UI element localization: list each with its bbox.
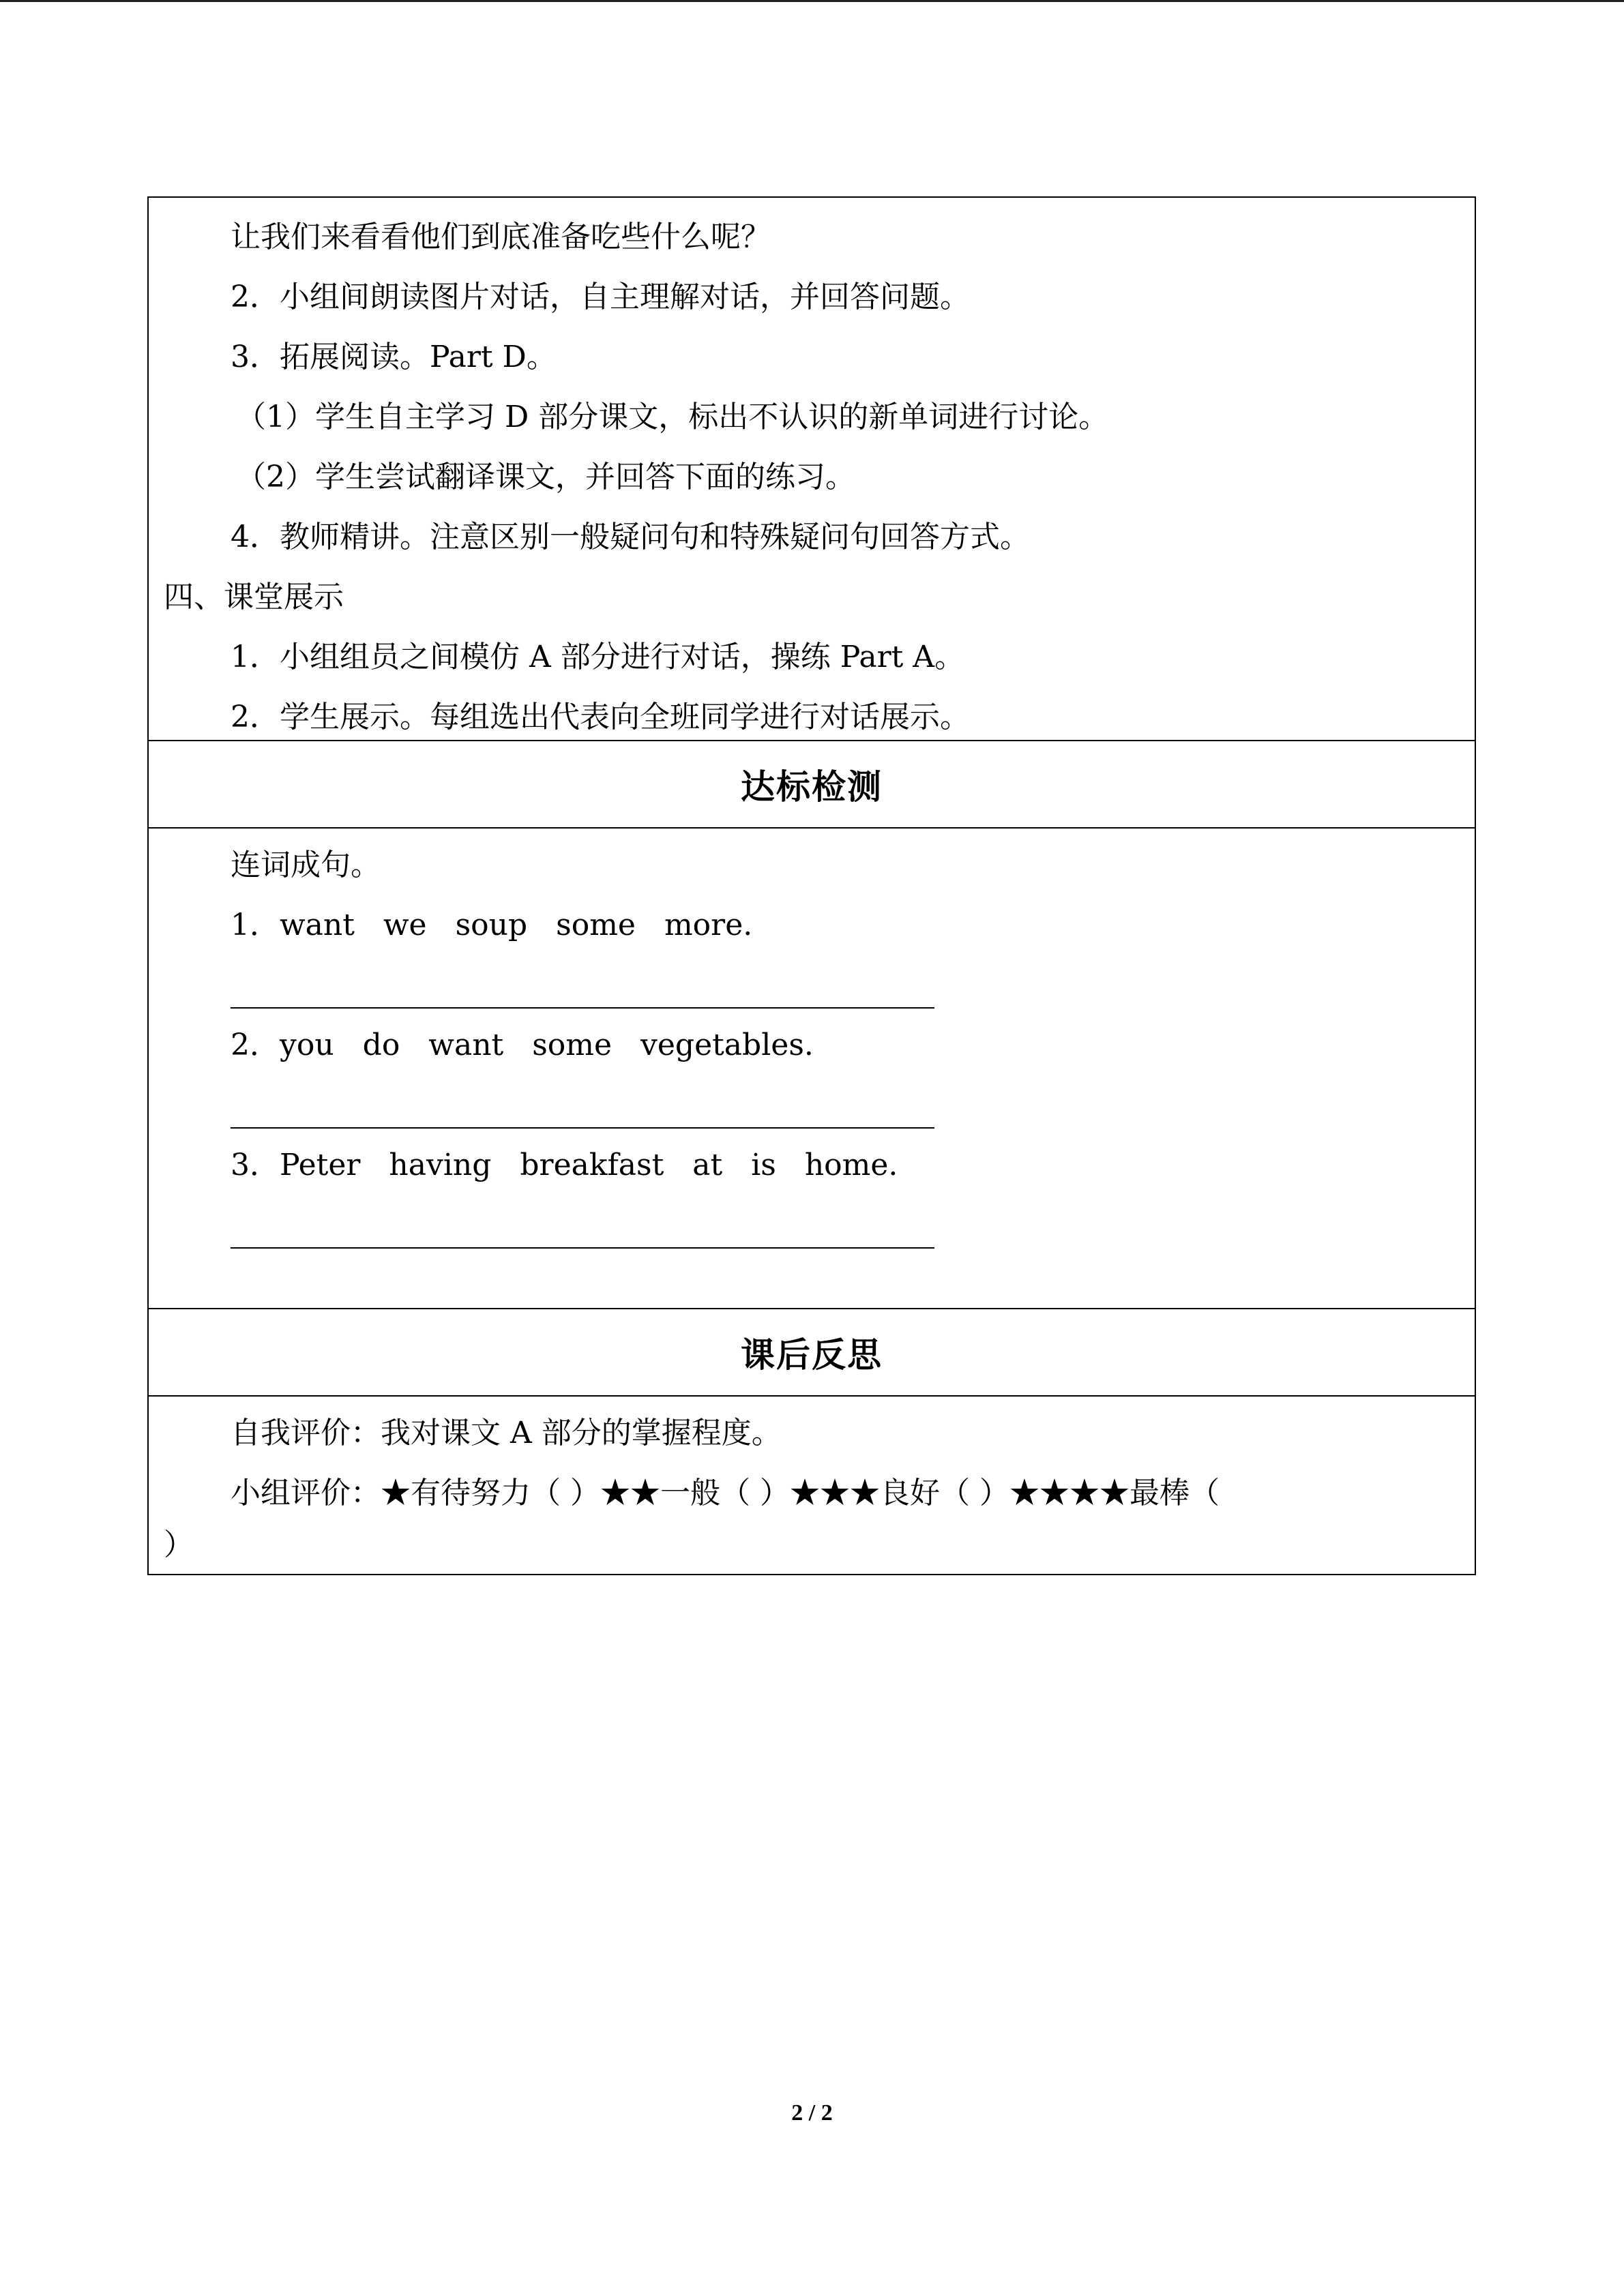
test-item-1: 1．want we soup some more. xyxy=(231,908,753,942)
lesson-line-3: 3．拓展阅读。Part D。 xyxy=(231,340,557,374)
reflection-content-section xyxy=(149,1395,1475,1574)
self-evaluation: 自我评价：我对课文 A 部分的掌握程度。 xyxy=(231,1416,782,1450)
answer-blank-2[interactable] xyxy=(231,1127,934,1129)
answer-blank-3[interactable] xyxy=(231,1247,934,1249)
test-heading: 达标检测 xyxy=(149,740,1475,827)
lesson-line-9: 2．学生展示。每组选出代表向全班同学进行对话展示。 xyxy=(231,700,970,734)
lesson-plan-table xyxy=(147,196,1476,1575)
test-item-2: 2．you do want some vegetables. xyxy=(231,1028,814,1062)
lesson-line-1: 让我们来看看他们到底准备吃些什么呢？ xyxy=(231,220,771,254)
section-heading-class-display: 四、课堂展示 xyxy=(164,580,344,614)
lesson-line-4: （1）学生自主学习 D 部分课文，标出不认识的新单词进行讨论。 xyxy=(236,400,1109,434)
page-top-border xyxy=(0,0,1624,2)
answer-blank-1[interactable] xyxy=(231,1007,934,1009)
lesson-line-6: 4．教师精讲。注意区别一般疑问句和特殊疑问句回答方式。 xyxy=(231,520,1030,554)
test-content-section xyxy=(149,827,1475,1308)
test-instruction: 连词成句。 xyxy=(231,848,381,882)
group-evaluation-end: ） xyxy=(164,1527,194,1562)
test-item-3: 3．Peter having breakfast at is home. xyxy=(231,1148,898,1182)
lesson-line-2: 2．小组间朗读图片对话，自主理解对话，并回答问题。 xyxy=(231,280,970,314)
reflection-heading: 课后反思 xyxy=(149,1308,1475,1395)
page-number: 2 / 2 xyxy=(791,2100,833,2126)
lesson-line-8: 1．小组组员之间模仿 A 部分进行对话，操练 Part A。 xyxy=(231,640,965,674)
lesson-line-5: （2）学生尝试翻译课文，并回答下面的练习。 xyxy=(236,460,855,494)
lesson-procedure-section xyxy=(149,198,1475,740)
group-evaluation: 小组评价：★有待努力（ ）★★一般（ ）★★★良好（ ）★★★★最棒（ xyxy=(231,1476,1220,1510)
